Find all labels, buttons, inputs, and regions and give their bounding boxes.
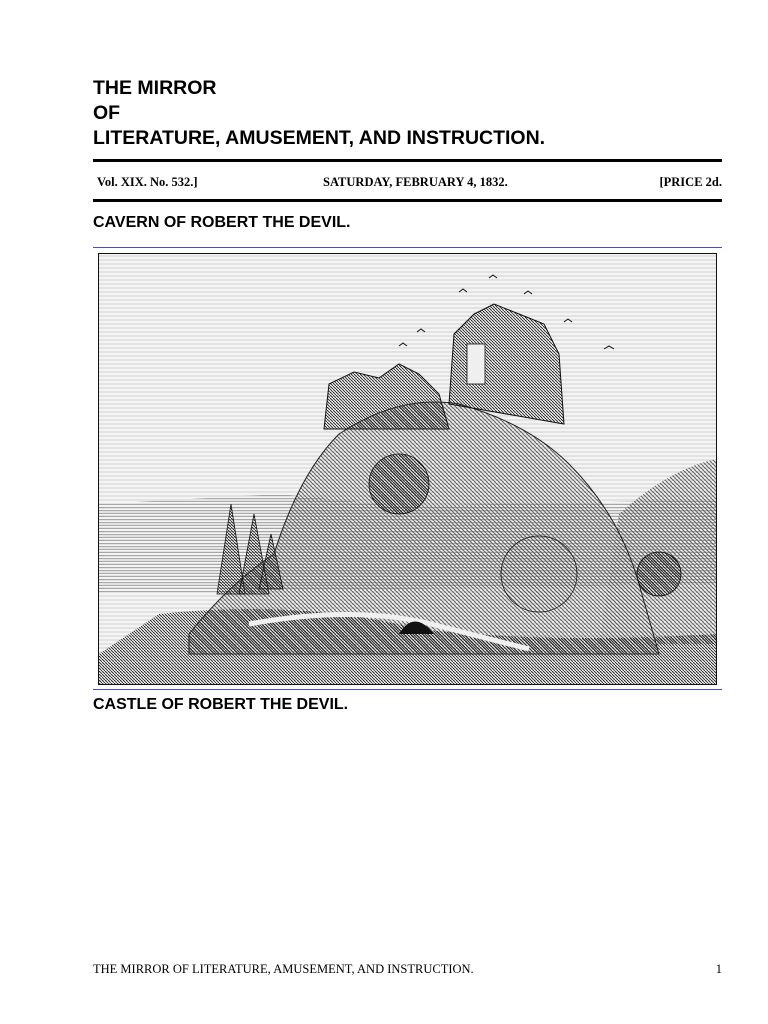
footer-page-number: 1 (715, 962, 722, 976)
engraving-tree-far-right (637, 552, 681, 596)
engraving-tower-window (467, 344, 485, 384)
masthead-line-1: THE MIRROR (93, 77, 217, 99)
issue-price: [PRICE 2d. (659, 175, 722, 189)
masthead-rule-bottom (93, 199, 722, 202)
page-footer (93, 962, 722, 980)
footer-running-title: THE MIRROR OF LITERATURE, AMUSEMENT, AND INSTRUCTION. (93, 962, 474, 976)
masthead-line-2: OF (93, 102, 121, 124)
castle-engraving-illustration (98, 253, 717, 685)
engraving-tree-right (501, 536, 577, 612)
issue-volume: Vol. XIX. No. 532.] (97, 175, 198, 189)
section-title-castle: CASTLE OF ROBERT THE DEVIL. (93, 696, 349, 713)
masthead-title (93, 76, 545, 151)
section-rule-bottom (93, 689, 722, 690)
masthead-line-3: LITERATURE, AMUSEMENT, AND INSTRUCTION. (93, 127, 546, 149)
engraving-tree-mid (369, 454, 429, 514)
issue-date: SATURDAY, FEBRUARY 4, 1832. (323, 175, 508, 189)
section-rule-top (93, 247, 722, 248)
section-title-cavern: CAVERN OF ROBERT THE DEVIL. (93, 214, 351, 231)
issue-line (97, 175, 722, 193)
masthead-rule-top (93, 159, 722, 162)
